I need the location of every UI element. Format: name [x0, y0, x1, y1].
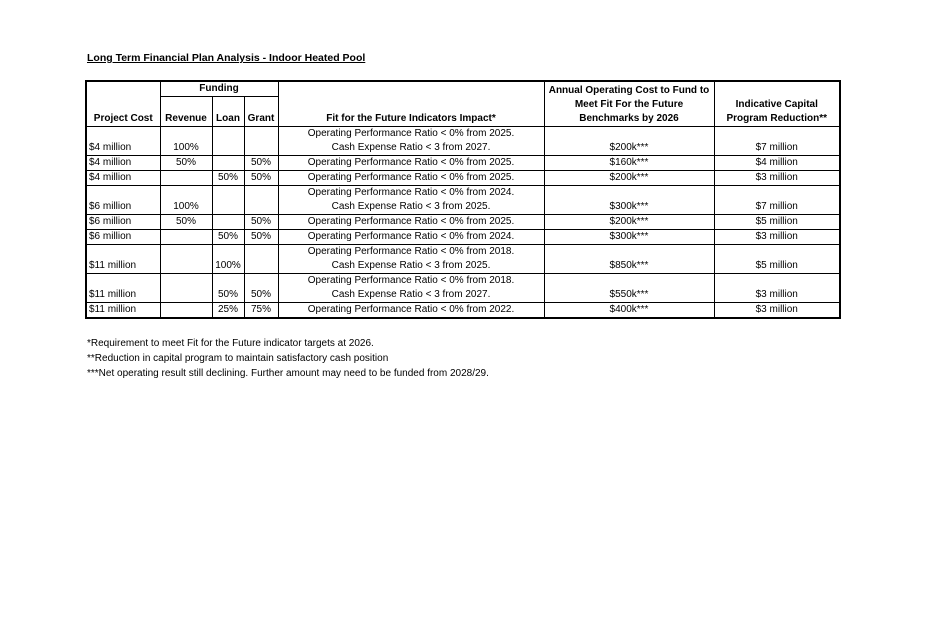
- capital-reduction-cell: $3 million: [714, 303, 840, 319]
- revenue-cell: 50%: [160, 156, 212, 171]
- annual-header-line-2: Meet Fit For the Future: [574, 99, 684, 110]
- table-row: [86, 186, 840, 215]
- footnote-3: ***Net operating result still declining. Further amount may need to be funded from 2028/29.: [87, 368, 489, 379]
- annual-cost-cell: $200k***: [544, 127, 714, 156]
- fit-line-1: Operating Performance Ratio < 0% from 2022.: [307, 304, 515, 315]
- annual-cost-cell: $400k***: [544, 303, 714, 319]
- annual-cost-cell: $550k***: [544, 274, 714, 303]
- grant-cell: 50%: [244, 215, 278, 230]
- revenue-header: Revenue: [160, 97, 212, 127]
- capital-reduction-cell: $4 million: [714, 156, 840, 171]
- revenue-cell: [160, 230, 212, 245]
- capital-header-line-1: Indicative Capital: [735, 99, 818, 110]
- footnote-2: **Reduction in capital program to maintain satisfactory cash position: [87, 353, 389, 364]
- fit-indicators-cell: [278, 186, 544, 215]
- project-cost-cell: $4 million: [86, 127, 160, 156]
- fit-indicators-cell: [278, 245, 544, 274]
- footnote-1: *Requirement to meet Fit for the Future indicator targets at 2026.: [87, 338, 374, 349]
- capital-reduction-cell: $7 million: [714, 186, 840, 215]
- loan-cell: 25%: [212, 303, 244, 319]
- fit-line-1: Operating Performance Ratio < 0% from 2018.: [307, 246, 515, 257]
- grant-header: Grant: [244, 97, 278, 127]
- fit-line-1: Operating Performance Ratio < 0% from 2025.: [307, 172, 515, 183]
- project-cost-header: Project Cost: [86, 81, 160, 127]
- annual-operating-cost-header: [544, 81, 714, 127]
- capital-reduction-cell: $7 million: [714, 127, 840, 156]
- annual-header-line-1: Annual Operating Cost to Fund to: [548, 85, 710, 96]
- capital-reduction-header: [714, 81, 840, 127]
- loan-cell: [212, 156, 244, 171]
- project-cost-cell: $11 million: [86, 274, 160, 303]
- loan-cell: [212, 215, 244, 230]
- revenue-cell: [160, 303, 212, 319]
- capital-reduction-cell: $3 million: [714, 230, 840, 245]
- grant-cell: 50%: [244, 171, 278, 186]
- table-row: [86, 230, 840, 245]
- loan-cell: [212, 186, 244, 215]
- annual-cost-cell: $160k***: [544, 156, 714, 171]
- annual-cost-cell: $300k***: [544, 230, 714, 245]
- grant-cell: 75%: [244, 303, 278, 319]
- table-row: [86, 303, 840, 319]
- grant-cell: [244, 127, 278, 156]
- revenue-cell: 100%: [160, 186, 212, 215]
- annual-cost-cell: $200k***: [544, 215, 714, 230]
- revenue-cell: 50%: [160, 215, 212, 230]
- fit-line-2: Cash Expense Ratio < 3 from 2025.: [331, 201, 491, 212]
- grant-cell: 50%: [244, 274, 278, 303]
- project-cost-cell: $4 million: [86, 156, 160, 171]
- annual-cost-cell: $850k***: [544, 245, 714, 274]
- project-cost-cell: $6 million: [86, 215, 160, 230]
- annual-header-line-3: Benchmarks by 2026: [579, 113, 679, 124]
- fit-line-2: Cash Expense Ratio < 3 from 2025.: [331, 260, 491, 271]
- annual-cost-cell: $200k***: [544, 171, 714, 186]
- table-row: [86, 156, 840, 171]
- table-row: [86, 171, 840, 186]
- table-row: [86, 127, 840, 156]
- capital-reduction-cell: $5 million: [714, 245, 840, 274]
- project-cost-cell: $11 million: [86, 303, 160, 319]
- fit-line-1: Operating Performance Ratio < 0% from 2025.: [307, 157, 515, 168]
- loan-cell: 50%: [212, 230, 244, 245]
- fit-line-1: Operating Performance Ratio < 0% from 2024.: [307, 187, 515, 198]
- funding-header: Funding: [160, 81, 278, 97]
- revenue-cell: [160, 245, 212, 274]
- fit-indicators-cell: [278, 171, 544, 186]
- fit-line-2: Cash Expense Ratio < 3 from 2027.: [331, 142, 491, 153]
- fit-line-1: Operating Performance Ratio < 0% from 2018.: [307, 275, 515, 286]
- fit-indicators-cell: [278, 215, 544, 230]
- fit-indicators-header: Fit for the Future Indicators Impact*: [278, 81, 544, 127]
- fit-indicators-cell: [278, 274, 544, 303]
- table-row: [86, 215, 840, 230]
- fit-line-1: Operating Performance Ratio < 0% from 2025.: [307, 216, 515, 227]
- loan-cell: 100%: [212, 245, 244, 274]
- fit-line-1: Operating Performance Ratio < 0% from 2025.: [307, 128, 515, 139]
- fit-indicators-cell: [278, 156, 544, 171]
- financial-plan-table: [85, 80, 841, 319]
- annual-cost-cell: $300k***: [544, 186, 714, 215]
- fit-indicators-cell: [278, 127, 544, 156]
- capital-reduction-cell: $3 million: [714, 274, 840, 303]
- project-cost-cell: $6 million: [86, 230, 160, 245]
- table-row: [86, 245, 840, 274]
- footnotes: [87, 336, 489, 381]
- grant-cell: [244, 245, 278, 274]
- fit-indicators-cell: [278, 230, 544, 245]
- fit-indicators-cell: [278, 303, 544, 319]
- grant-cell: 50%: [244, 230, 278, 245]
- capital-reduction-cell: $5 million: [714, 215, 840, 230]
- fit-line-1: Operating Performance Ratio < 0% from 2024.: [307, 231, 515, 242]
- capital-reduction-cell: $3 million: [714, 171, 840, 186]
- revenue-cell: 100%: [160, 127, 212, 156]
- grant-cell: [244, 186, 278, 215]
- project-cost-cell: $6 million: [86, 186, 160, 215]
- loan-cell: [212, 127, 244, 156]
- table-row: [86, 274, 840, 303]
- project-cost-cell: $11 million: [86, 245, 160, 274]
- loan-cell: 50%: [212, 171, 244, 186]
- grant-cell: 50%: [244, 156, 278, 171]
- loan-cell: 50%: [212, 274, 244, 303]
- fit-line-2: Cash Expense Ratio < 3 from 2027.: [331, 289, 491, 300]
- revenue-cell: [160, 274, 212, 303]
- capital-header-line-2: Program Reduction**: [726, 113, 828, 124]
- page-title: Long Term Financial Plan Analysis - Indoor Heated Pool: [87, 52, 366, 64]
- revenue-cell: [160, 171, 212, 186]
- project-cost-cell: $4 million: [86, 171, 160, 186]
- loan-header: Loan: [212, 97, 244, 127]
